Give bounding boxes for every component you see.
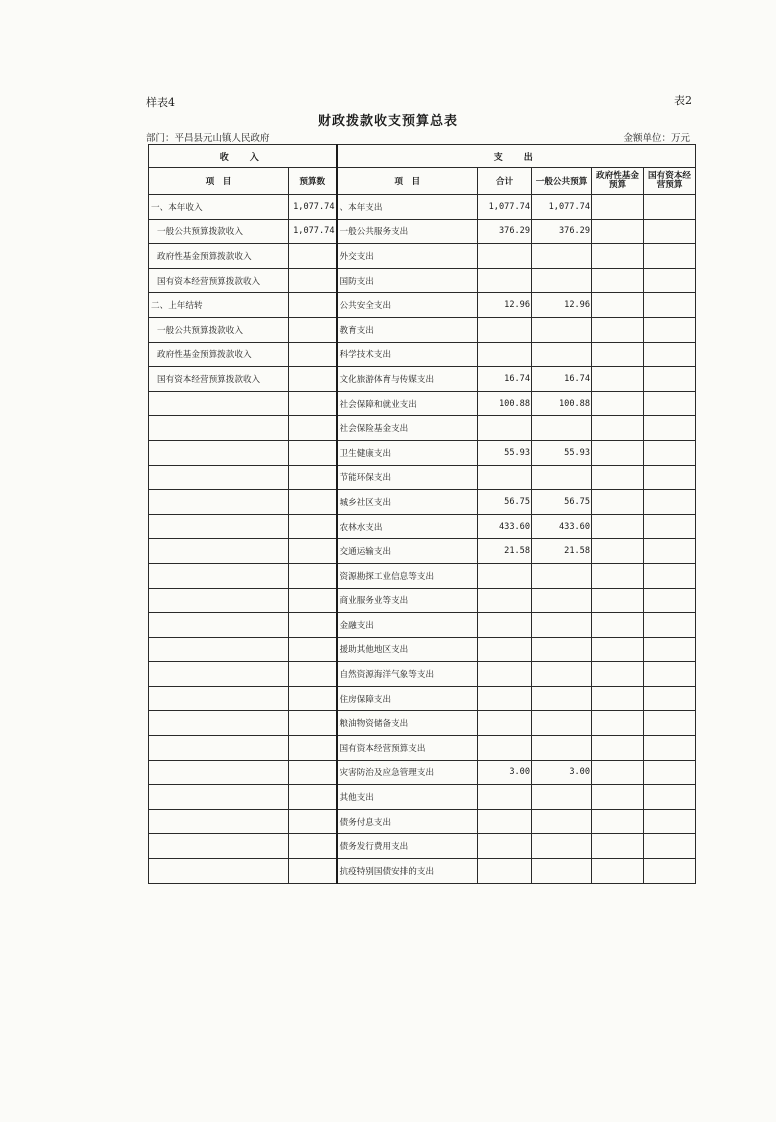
fund-budget-cell	[592, 317, 644, 342]
income-header: 收 入	[149, 145, 337, 168]
col-expense-item: 项 目	[337, 168, 478, 195]
fund-budget-cell	[592, 293, 644, 318]
sample-label: 样表4	[146, 96, 175, 109]
general-budget-cell	[532, 662, 592, 687]
income-amount-cell	[289, 490, 337, 515]
income-amount-cell: 1,077.74	[289, 219, 337, 244]
income-amount-cell	[289, 662, 337, 687]
total-cell	[478, 563, 532, 588]
state-capital-budget-cell	[644, 613, 696, 638]
table-row	[149, 317, 696, 342]
expense-item-cell: 金融支出	[337, 613, 478, 638]
state-capital-budget-cell	[644, 268, 696, 293]
col-general-budget: 一般公共预算	[532, 168, 592, 195]
income-item-cell: 一般公共预算拨款收入	[149, 219, 289, 244]
expense-item-cell: 其他支出	[337, 785, 478, 810]
table-row	[149, 686, 696, 711]
fund-budget-cell	[592, 834, 644, 859]
income-item-cell	[149, 539, 289, 564]
table-row	[149, 613, 696, 638]
col-income-item: 项 目	[149, 168, 289, 195]
state-capital-budget-cell	[644, 440, 696, 465]
total-cell: 376.29	[478, 219, 532, 244]
state-capital-budget-cell	[644, 317, 696, 342]
general-budget-cell	[532, 342, 592, 367]
total-cell: 12.96	[478, 293, 532, 318]
fund-budget-cell	[592, 490, 644, 515]
total-cell	[478, 809, 532, 834]
table-row	[149, 490, 696, 515]
fund-budget-cell	[592, 859, 644, 884]
expense-item-cell: 社会保障和就业支出	[337, 391, 478, 416]
state-capital-budget-cell	[644, 563, 696, 588]
table-row	[149, 293, 696, 318]
general-budget-cell	[532, 785, 592, 810]
general-budget-cell: 3.00	[532, 760, 592, 785]
general-budget-cell	[532, 244, 592, 269]
table-row	[149, 785, 696, 810]
income-item-cell	[149, 637, 289, 662]
fund-budget-cell	[592, 539, 644, 564]
income-amount-cell	[289, 686, 337, 711]
expense-item-cell: 住房保障支出	[337, 686, 478, 711]
state-capital-budget-cell	[644, 219, 696, 244]
expense-item-cell: 一般公共服务支出	[337, 219, 478, 244]
income-item-cell	[149, 686, 289, 711]
total-cell	[478, 859, 532, 884]
fund-budget-cell	[592, 244, 644, 269]
expense-item-cell: 公共安全支出	[337, 293, 478, 318]
income-amount-cell	[289, 342, 337, 367]
expense-header: 支 出	[337, 145, 696, 168]
fund-budget-cell	[592, 637, 644, 662]
col-total: 合计	[478, 168, 532, 195]
income-item-cell	[149, 490, 289, 515]
state-capital-budget-cell	[644, 244, 696, 269]
state-capital-budget-cell	[644, 736, 696, 761]
income-amount-cell	[289, 514, 337, 539]
total-cell	[478, 711, 532, 736]
state-capital-budget-cell	[644, 637, 696, 662]
income-item-cell	[149, 465, 289, 490]
total-cell: 16.74	[478, 367, 532, 392]
total-cell	[478, 736, 532, 761]
total-cell	[478, 637, 532, 662]
table-body	[149, 195, 696, 884]
income-item-cell	[149, 588, 289, 613]
expense-item-cell: 教育支出	[337, 317, 478, 342]
fund-budget-cell	[592, 711, 644, 736]
expense-item-cell: 粮油物资储备支出	[337, 711, 478, 736]
state-capital-budget-cell	[644, 686, 696, 711]
total-cell	[478, 785, 532, 810]
table-row	[149, 588, 696, 613]
total-cell	[478, 342, 532, 367]
table-row	[149, 662, 696, 687]
general-budget-cell: 21.58	[532, 539, 592, 564]
table-row	[149, 539, 696, 564]
fund-budget-cell	[592, 588, 644, 613]
table-row	[149, 711, 696, 736]
fund-budget-cell	[592, 809, 644, 834]
table-row	[149, 637, 696, 662]
general-budget-cell	[532, 613, 592, 638]
income-amount-cell	[289, 736, 337, 761]
income-item-cell	[149, 662, 289, 687]
table-row	[149, 440, 696, 465]
general-budget-cell	[532, 736, 592, 761]
total-cell	[478, 416, 532, 441]
fund-budget-cell	[592, 391, 644, 416]
income-item-cell	[149, 613, 289, 638]
income-item-cell	[149, 859, 289, 884]
income-amount-cell	[289, 416, 337, 441]
table-row	[149, 367, 696, 392]
total-cell	[478, 662, 532, 687]
income-item-cell: 一般公共预算拨款收入	[149, 317, 289, 342]
fund-budget-cell	[592, 662, 644, 687]
table-row	[149, 809, 696, 834]
general-budget-cell	[532, 686, 592, 711]
expense-item-cell: 文化旅游体育与传媒支出	[337, 367, 478, 392]
table-row	[149, 416, 696, 441]
general-budget-cell	[532, 711, 592, 736]
expense-item-cell: 灾害防治及应急管理支出	[337, 760, 478, 785]
income-amount-cell	[289, 440, 337, 465]
expense-item-cell: 债务发行费用支出	[337, 834, 478, 859]
income-amount-cell	[289, 539, 337, 564]
income-item-cell: 二、上年结转	[149, 293, 289, 318]
income-amount-cell	[289, 317, 337, 342]
total-cell	[478, 244, 532, 269]
total-cell	[478, 588, 532, 613]
income-amount-cell	[289, 244, 337, 269]
income-amount-cell	[289, 293, 337, 318]
table-row	[149, 244, 696, 269]
income-amount-cell	[289, 637, 337, 662]
col-state-capital-budget: 国有资本经营预算	[644, 168, 696, 195]
total-cell: 3.00	[478, 760, 532, 785]
income-amount-cell	[289, 785, 337, 810]
income-item-cell	[149, 809, 289, 834]
total-cell	[478, 268, 532, 293]
income-amount-cell	[289, 613, 337, 638]
income-amount-cell	[289, 391, 337, 416]
total-cell	[478, 834, 532, 859]
total-cell: 100.88	[478, 391, 532, 416]
state-capital-budget-cell	[644, 342, 696, 367]
state-capital-budget-cell	[644, 391, 696, 416]
general-budget-cell	[532, 465, 592, 490]
expense-item-cell: 国防支出	[337, 268, 478, 293]
state-capital-budget-cell	[644, 539, 696, 564]
fund-budget-cell	[592, 367, 644, 392]
income-item-cell	[149, 760, 289, 785]
general-budget-cell: 1,077.74	[532, 195, 592, 220]
state-capital-budget-cell	[644, 588, 696, 613]
income-item-cell	[149, 736, 289, 761]
fund-budget-cell	[592, 195, 644, 220]
expense-item-cell: 国有资本经营预算支出	[337, 736, 478, 761]
state-capital-budget-cell	[644, 367, 696, 392]
page-title: 财政拨款收支预算总表	[317, 114, 458, 129]
state-capital-budget-cell	[644, 514, 696, 539]
table-row	[149, 514, 696, 539]
fund-budget-cell	[592, 219, 644, 244]
fund-budget-cell	[592, 563, 644, 588]
table-row	[149, 760, 696, 785]
expense-item-cell: 抗疫特别国债安排的支出	[337, 859, 478, 884]
income-item-cell	[149, 514, 289, 539]
general-budget-cell: 433.60	[532, 514, 592, 539]
total-cell	[478, 686, 532, 711]
department-label: 部门：平昌县元山镇人民政府	[146, 133, 270, 144]
table-header-row-2	[149, 168, 696, 195]
income-amount-cell	[289, 834, 337, 859]
income-amount-cell	[289, 859, 337, 884]
general-budget-cell	[532, 588, 592, 613]
state-capital-budget-cell	[644, 490, 696, 515]
unit-label: 金额单位：万元	[623, 133, 690, 144]
state-capital-budget-cell	[644, 785, 696, 810]
expense-item-cell: 商业服务业等支出	[337, 588, 478, 613]
income-amount-cell	[289, 809, 337, 834]
table-row	[149, 219, 696, 244]
income-amount-cell	[289, 711, 337, 736]
state-capital-budget-cell	[644, 465, 696, 490]
fund-budget-cell	[592, 760, 644, 785]
income-amount-cell	[289, 588, 337, 613]
table-header-row-1	[149, 145, 696, 168]
fund-budget-cell	[592, 440, 644, 465]
fund-budget-cell	[592, 613, 644, 638]
general-budget-cell: 55.93	[532, 440, 592, 465]
state-capital-budget-cell	[644, 416, 696, 441]
general-budget-cell: 376.29	[532, 219, 592, 244]
fund-budget-cell	[592, 416, 644, 441]
income-amount-cell	[289, 268, 337, 293]
income-item-cell: 政府性基金预算拨款收入	[149, 342, 289, 367]
fund-budget-cell	[592, 268, 644, 293]
table-row	[149, 342, 696, 367]
total-cell: 55.93	[478, 440, 532, 465]
table-row	[149, 195, 696, 220]
state-capital-budget-cell	[644, 195, 696, 220]
income-item-cell	[149, 416, 289, 441]
state-capital-budget-cell	[644, 834, 696, 859]
expense-item-cell: 社会保险基金支出	[337, 416, 478, 441]
total-cell: 56.75	[478, 490, 532, 515]
income-item-cell	[149, 563, 289, 588]
income-amount-cell: 1,077.74	[289, 195, 337, 220]
fund-budget-cell	[592, 785, 644, 810]
expense-item-cell: 外交支出	[337, 244, 478, 269]
state-capital-budget-cell	[644, 760, 696, 785]
income-item-cell: 政府性基金预算拨款收入	[149, 244, 289, 269]
general-budget-cell	[532, 268, 592, 293]
income-amount-cell	[289, 367, 337, 392]
total-cell	[478, 317, 532, 342]
fund-budget-cell	[592, 342, 644, 367]
total-cell	[478, 613, 532, 638]
table-row	[149, 834, 696, 859]
general-budget-cell: 100.88	[532, 391, 592, 416]
state-capital-budget-cell	[644, 662, 696, 687]
col-income-budget: 预算数	[289, 168, 337, 195]
table-row	[149, 465, 696, 490]
expense-item-cell: 卫生健康支出	[337, 440, 478, 465]
income-item-cell: 一、本年收入	[149, 195, 289, 220]
fund-budget-cell	[592, 465, 644, 490]
income-item-cell	[149, 391, 289, 416]
table-row	[149, 391, 696, 416]
budget-table	[148, 144, 696, 884]
table-row	[149, 268, 696, 293]
general-budget-cell: 56.75	[532, 490, 592, 515]
general-budget-cell	[532, 416, 592, 441]
table-row	[149, 563, 696, 588]
fund-budget-cell	[592, 736, 644, 761]
income-item-cell: 国有资本经营预算拨款收入	[149, 367, 289, 392]
expense-item-cell: 、本年支出	[337, 195, 478, 220]
general-budget-cell	[532, 834, 592, 859]
state-capital-budget-cell	[644, 859, 696, 884]
expense-item-cell: 节能环保支出	[337, 465, 478, 490]
col-fund-budget: 政府性基金预算	[592, 168, 644, 195]
table-number: 表2	[674, 94, 692, 107]
table-row	[149, 859, 696, 884]
total-cell	[478, 465, 532, 490]
income-amount-cell	[289, 465, 337, 490]
state-capital-budget-cell	[644, 711, 696, 736]
expense-item-cell: 农林水支出	[337, 514, 478, 539]
income-item-cell	[149, 440, 289, 465]
income-item-cell	[149, 834, 289, 859]
general-budget-cell: 16.74	[532, 367, 592, 392]
expense-item-cell: 自然资源海洋气象等支出	[337, 662, 478, 687]
expense-item-cell: 城乡社区支出	[337, 490, 478, 515]
total-cell: 433.60	[478, 514, 532, 539]
total-cell: 1,077.74	[478, 195, 532, 220]
income-item-cell: 国有资本经营预算拨款收入	[149, 268, 289, 293]
expense-item-cell: 援助其他地区支出	[337, 637, 478, 662]
income-item-cell	[149, 711, 289, 736]
fund-budget-cell	[592, 686, 644, 711]
fund-budget-cell	[592, 514, 644, 539]
table-row	[149, 736, 696, 761]
general-budget-cell	[532, 859, 592, 884]
income-amount-cell	[289, 563, 337, 588]
general-budget-cell: 12.96	[532, 293, 592, 318]
income-amount-cell	[289, 760, 337, 785]
general-budget-cell	[532, 809, 592, 834]
expense-item-cell: 交通运输支出	[337, 539, 478, 564]
state-capital-budget-cell	[644, 809, 696, 834]
expense-item-cell: 资源勘探工业信息等支出	[337, 563, 478, 588]
income-item-cell	[149, 785, 289, 810]
general-budget-cell	[532, 317, 592, 342]
expense-item-cell: 债务付息支出	[337, 809, 478, 834]
general-budget-cell	[532, 637, 592, 662]
expense-item-cell: 科学技术支出	[337, 342, 478, 367]
total-cell: 21.58	[478, 539, 532, 564]
state-capital-budget-cell	[644, 293, 696, 318]
general-budget-cell	[532, 563, 592, 588]
